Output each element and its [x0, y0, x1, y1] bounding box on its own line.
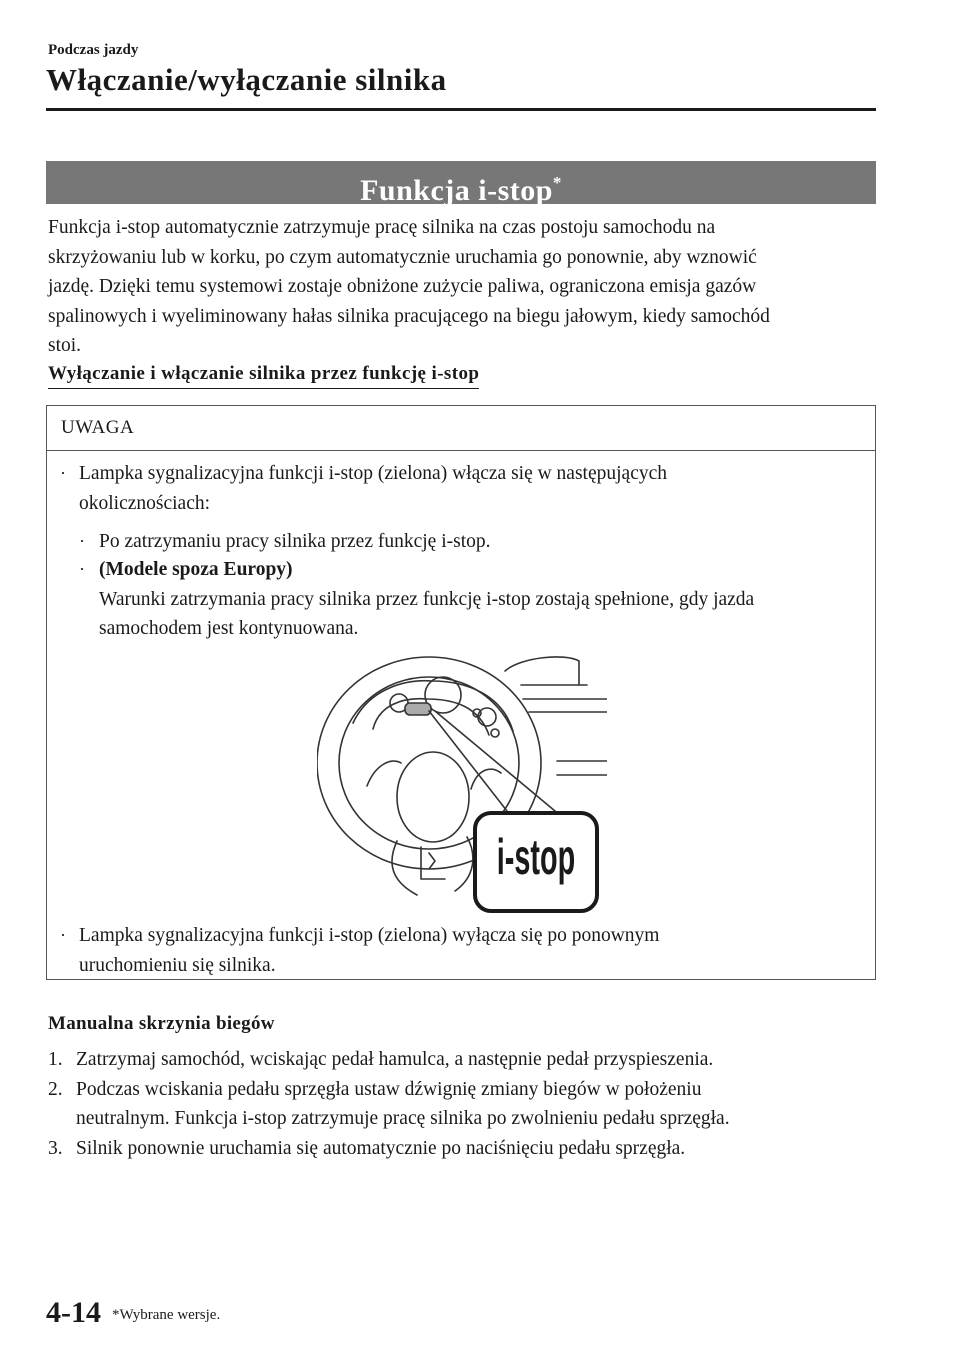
intro-line: spalinowych i wyeliminowany hałas silnika pracującego na biegu jałowym, kiedy samochód — [48, 305, 770, 327]
section-asterisk: * — [552, 173, 562, 192]
chapter-title: Włączanie/wyłączanie silnika — [46, 62, 447, 97]
note-bullet-1 — [79, 459, 667, 518]
intro-paragraph — [48, 213, 878, 361]
note-sub-bullet-2 — [99, 555, 754, 644]
intro-line: jazdę. Dzięki temu systemowi zostaje obniżone zużycie paliwa, ograniczona emisja gazów — [48, 276, 757, 297]
note-header — [47, 406, 875, 451]
section-title: Funkcja i-stop — [360, 174, 553, 207]
step-number: 3. — [48, 1137, 63, 1159]
step-text: neutralnym. Funkcja i-stop zatrzymuje pracę silnika po zwolnieniu pedału sprzęgła. — [76, 1108, 730, 1129]
bullet-dot: · — [79, 559, 85, 579]
note-line: Lampka sygnalizacyjna funkcji i-stop (zielona) włącza się w następujących — [79, 463, 668, 484]
note-line: uruchomieniu się silnika. — [79, 954, 276, 976]
subheading-manual-transmission: Manualna skrzynia biegów — [48, 1013, 275, 1034]
step-text: Podczas wciskania pedału sprzęgła ustaw dźwignię zmiany biegów w położeniu — [76, 1078, 702, 1100]
step-number: 1. — [48, 1049, 63, 1070]
running-head: Podczas jazdy — [48, 42, 139, 58]
istop-indicator-illustration — [317, 641, 607, 916]
note-line: Warunki zatrzymania pracy silnika przez funkcję i-stop zostają spełnione, gdy jazda — [99, 588, 755, 610]
note-bullet-2 — [79, 921, 659, 980]
page-number: 4-14 — [46, 1296, 101, 1329]
note-heading: UWAGA — [61, 417, 135, 438]
note-box — [46, 405, 876, 980]
step-text: Zatrzymaj samochód, wciskając pedał hamulca, a następnie pedał przyspieszenia. — [76, 1049, 714, 1070]
figure-label: i-stop — [496, 828, 576, 886]
note-line: okolicznościach: — [79, 492, 211, 514]
note-line: samochodem jest kontynuowana. — [99, 618, 359, 639]
section-title-bar — [46, 161, 876, 207]
bullet-dot: · — [60, 925, 66, 945]
intro-line: stoi. — [48, 335, 82, 356]
title-rule — [46, 108, 876, 111]
intro-line: skrzyżowaniu lub w korku, po czym automatycznie uruchamia go ponownie, aby wznowić — [48, 246, 757, 268]
subheading-istop: Wyłączanie i włączanie silnika przez funkcję i-stop — [48, 363, 479, 389]
bullet-dot: · — [79, 531, 85, 551]
bullet-dot: · — [60, 463, 66, 483]
sub-bullet-title: (Modele spoza Europy) — [99, 559, 293, 580]
intro-line: Funkcja i-stop automatycznie zatrzymuje pracę silnika na czas postoju samochodu na — [48, 217, 716, 238]
step-number: 2. — [48, 1078, 63, 1100]
step-text: Silnik ponownie uruchamia się automatycznie po naciśnięciu pedału sprzęgła. — [76, 1137, 686, 1159]
footnote: *Wybrane wersje. — [112, 1307, 221, 1323]
note-line: Lampka sygnalizacyjna funkcji i-stop (zielona) wyłącza się po ponownym — [79, 925, 660, 946]
note-sub-bullet-1: Po zatrzymaniu pracy silnika przez funkcję i-stop. — [99, 531, 491, 552]
